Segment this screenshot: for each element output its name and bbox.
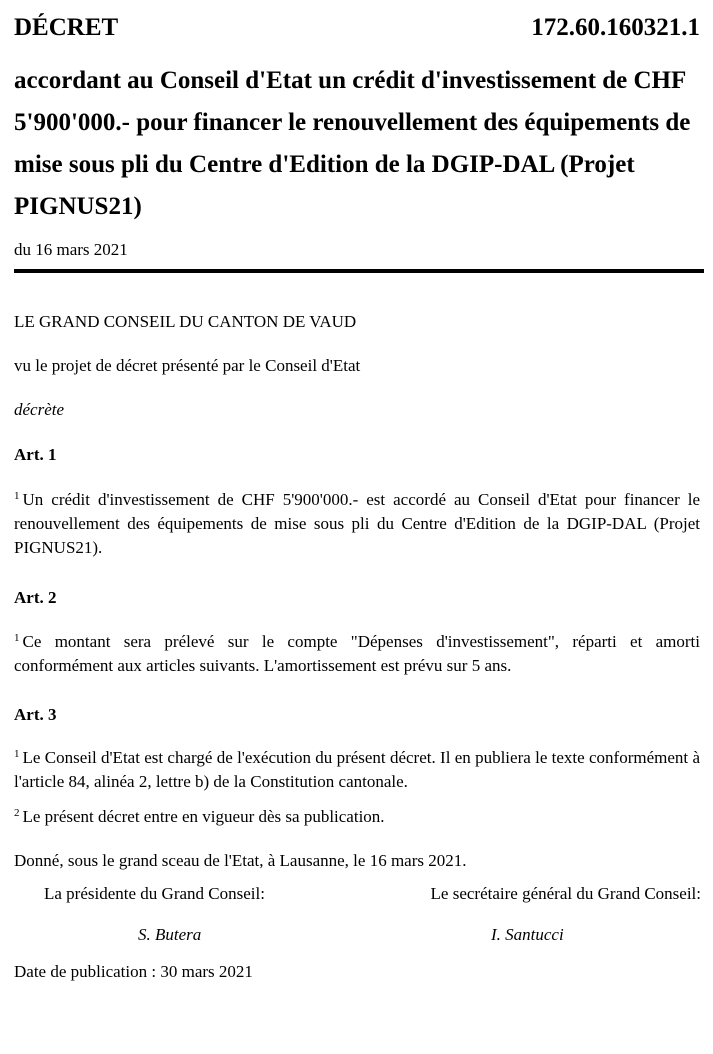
given-at-line: Donné, sous le grand sceau de l'Etat, à Lausanne, le 16 mars 2021. — [14, 851, 467, 870]
considering-line: vu le projet de décret présenté par le Conseil d'Etat — [14, 356, 361, 375]
signatory-right-name: I. Santucci — [491, 925, 564, 944]
paragraph-number: 2 — [14, 807, 20, 819]
signatory-left-name: S. Butera — [138, 925, 202, 944]
decree-document — [14, 0, 704, 1054]
article-3-paragraph-2 — [14, 805, 700, 829]
paragraph-text: Le Conseil d'Etat est chargé de l'exécution du présent décret. Il en publiera le texte conformément à l'article 84, alinéa 2, lettre b) de la Constitution cantonale. — [14, 748, 700, 791]
paragraph-number: 1 — [14, 490, 20, 502]
document-header — [14, 14, 704, 42]
signatory-left-role: La présidente du Grand Conseil: — [44, 884, 265, 903]
paragraph-text: Le présent décret entre en vigueur dès sa publication. — [22, 807, 385, 826]
paragraph-text: Ce montant sera prélevé sur le compte "Dépenses d'investissement", réparti et amorti conformément aux articles suivants. L'amortissement est prévu sur 5 ans. — [14, 632, 700, 675]
document-type: DÉCRET — [14, 14, 119, 41]
article-2-heading: Art. 2 — [14, 588, 57, 607]
document-reference: 172.60.160321.1 — [531, 14, 700, 41]
article-1-heading: Art. 1 — [14, 445, 57, 464]
article-1-paragraph-1 — [14, 488, 700, 560]
publication-date: Date de publication : 30 mars 2021 — [14, 962, 253, 981]
article-2-paragraph-1 — [14, 630, 700, 678]
decree-date: du 16 mars 2021 — [14, 240, 128, 259]
decrees-line: décrète — [14, 400, 65, 419]
decree-title: accordant au Conseil d'Etat un crédit d'investissement de CHF 5'900'000.- pour financer le renouvellement des équipements de mise sous pli du Centre d'Edition de la DGIP-DAL (Projet PIGNUS21) — [14, 67, 691, 220]
authority-line: LE GRAND CONSEIL DU CANTON DE VAUD — [14, 312, 357, 331]
paragraph-text: Un crédit d'investissement de CHF 5'900'000.- est accordé au Conseil d'Etat pour financer le renouvellement des équipements de mise sous pli du Centre d'Edition de la DGIP-DAL (Projet PIGNUS21). — [14, 490, 700, 557]
article-3-heading: Art. 3 — [14, 705, 57, 724]
article-3-paragraph-1 — [14, 746, 700, 794]
paragraph-number: 1 — [14, 748, 20, 760]
paragraph-number: 1 — [14, 632, 20, 644]
signatory-right-role: Le secrétaire général du Grand Conseil: — [430, 884, 701, 903]
header-divider — [14, 269, 704, 273]
